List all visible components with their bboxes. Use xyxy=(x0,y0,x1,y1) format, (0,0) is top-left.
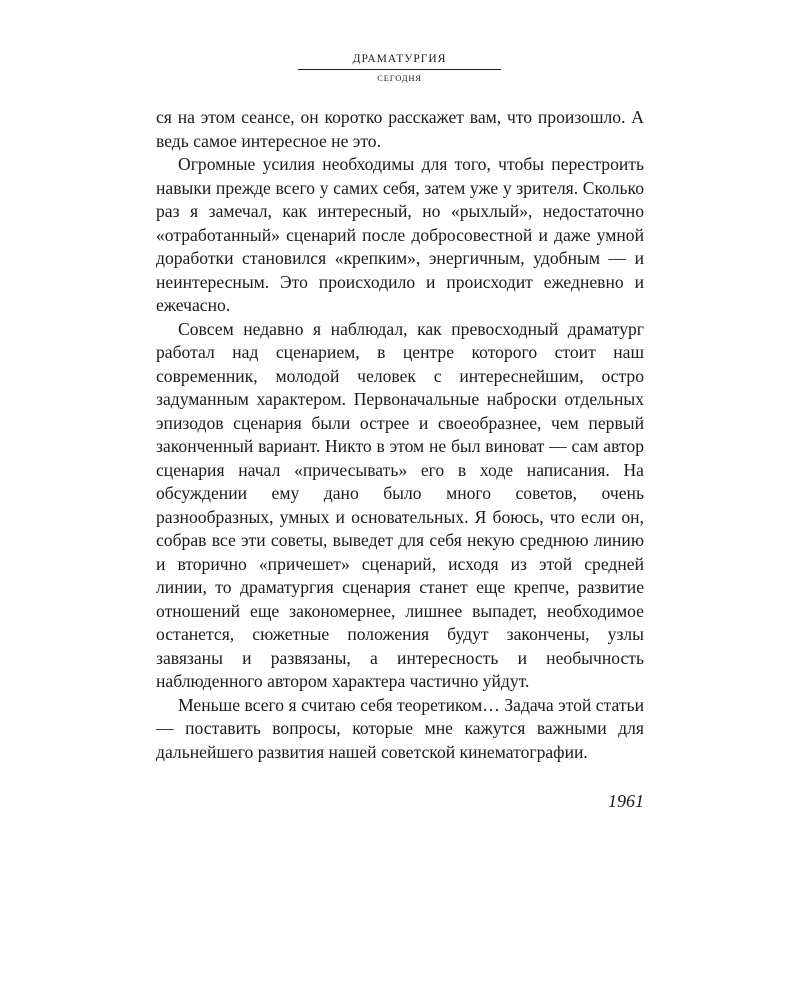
running-head-section: ДРАМАТУРГИЯ xyxy=(352,53,447,65)
paragraph: Совсем недавно я наблюдал, как превосходный драматург работал над сценарием, в центре которого стоит наш современник, молодой человек с интереснейшим, остро задуманным характером. Первоначальные наброски отдельных эпизодов сценария были острее и своеобразнее, чем первый законченный вариант. Никто в этом не был виноват — сам автор сценария начал «причесывать» его в ходе написания. На обсуждении ему дано было много советов, очень разнообразных, умных и основательных. Я боюсь, что если он, собрав все эти советы, выведет для себя некую среднюю линию и вторично «причешет» сценарий, исходя из этой средней линии, то драматургия сценария станет еще крепче, развитие отношений еще закономернее, лишнее выпадет, необходимое останется, сюжетные положения будут закончены, узлы завязаны и развязаны, а интересность и необычность наблюденного автором характера частично уйдут. xyxy=(156,318,644,691)
running-head-subsection: СЕГОДНЯ xyxy=(377,73,422,83)
article-date: 1961 xyxy=(608,791,644,811)
paragraph-continued: ся на этом сеансе, он коротко расскажет вам, что произошло. А ведь самое интересное не это. xyxy=(156,107,644,151)
paragraph: Меньше всего я считаю себя теоретиком… Задача этой статьи — поставить вопросы, которые мне кажутся важными для дальнейшего развития нашей советской кинематографии. xyxy=(156,694,644,762)
body-text xyxy=(156,106,644,764)
paragraph: Огромные усилия необходимы для того, чтобы перестроить навыки прежде всего у самих себя, затем уже у зрителя. Сколько раз я замечал, как интересный, но «рыхлый», недостаточно «отработанный» сценарий после добросовестной и даже умной доработки становился «крепким», энергичным, удобным — и неинтересным. Это происходило и происходит ежедневно и ежечасно. xyxy=(156,154,644,315)
running-head xyxy=(298,52,501,84)
running-head-rule xyxy=(298,69,501,70)
